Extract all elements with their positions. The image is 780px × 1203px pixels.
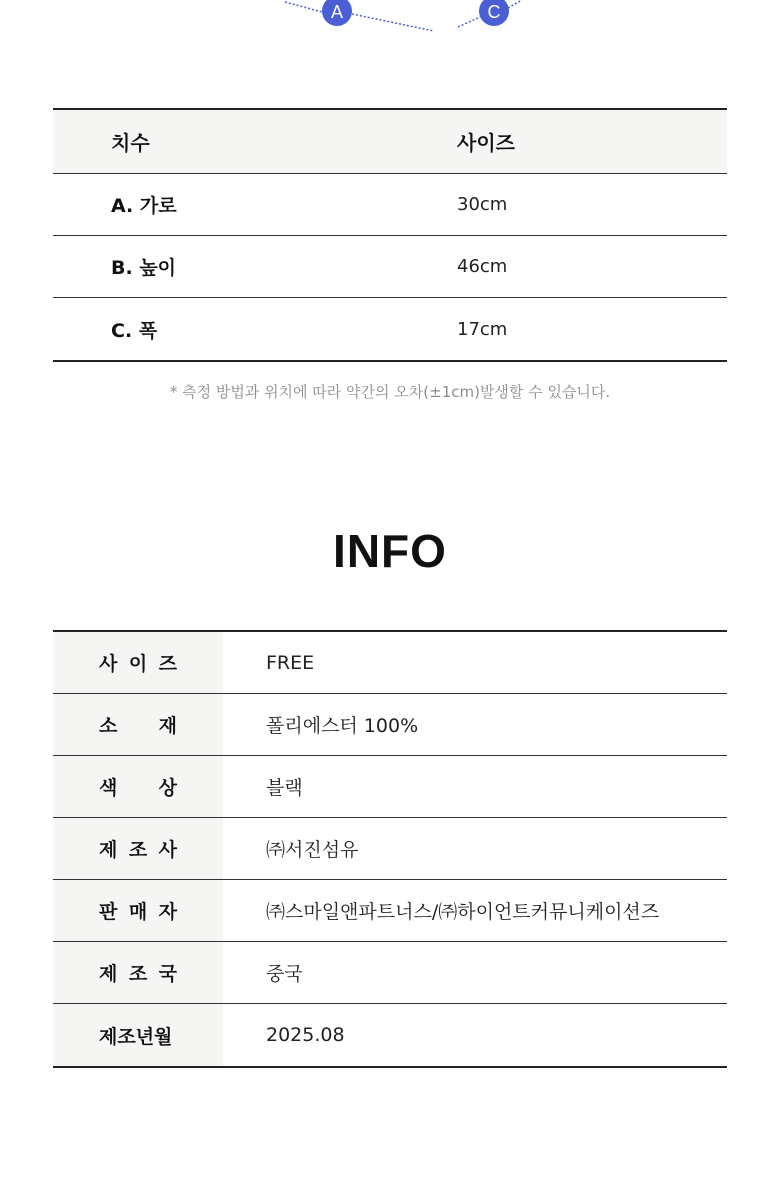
info-value: 2025.08: [266, 1024, 345, 1046]
dotted-guide-line: [458, 16, 482, 27]
info-row-material: [53, 694, 727, 756]
info-label-char: 국: [158, 963, 177, 985]
info-label-char: 색: [99, 777, 118, 799]
info-value: 중국: [266, 963, 303, 985]
size-row-label: A. 가로: [111, 195, 177, 217]
info-row-origin: [53, 942, 727, 1004]
info-value: 블랙: [266, 777, 303, 799]
info-label-char: 소: [99, 715, 118, 737]
info-value: ㈜서진섬유: [266, 839, 359, 861]
info-label-char: 조: [128, 963, 148, 985]
size-table-header: [53, 110, 727, 174]
measurement-note: * 측정 방법과 위치에 따라 약간의 오차(±1cm)발생할 수 있습니다.: [169, 383, 611, 401]
info-row-seller: [53, 880, 727, 942]
info-label-char: 재: [158, 715, 177, 737]
dotted-guide-line: [285, 2, 322, 12]
dotted-guide-line: [352, 14, 434, 31]
info-label: [53, 694, 223, 755]
info-label: [53, 818, 223, 879]
info-label: [53, 632, 223, 693]
info-value: FREE: [266, 651, 315, 674]
info-label-char: 상: [158, 777, 177, 799]
size-table-row: [53, 174, 727, 236]
info-label: [53, 756, 223, 817]
info-label-char: 즈: [158, 653, 177, 675]
size-row-label: C. 폭: [111, 319, 158, 342]
dotted-guide-line: [508, 0, 522, 8]
marker-a-label: A: [330, 2, 344, 22]
size-header-size: 사이즈: [457, 131, 515, 155]
size-row-label: B. 높이: [111, 257, 177, 279]
measurement-diagram: [0, 0, 780, 40]
info-label-char: 이: [128, 653, 148, 675]
info-label-char: 사: [158, 839, 177, 861]
info-label: [53, 942, 223, 1003]
info-label-char: 자: [158, 901, 177, 923]
info-label-char: 사: [99, 653, 118, 675]
info-label-char: 조: [128, 839, 148, 861]
info-label: [53, 880, 223, 941]
info-label: 제조년월: [53, 1004, 223, 1066]
info-row-size: [53, 632, 727, 694]
info-label-char: 판: [99, 901, 118, 923]
size-row-value: 46cm: [457, 256, 508, 277]
info-label-char: 매: [128, 901, 148, 923]
size-table: [53, 108, 727, 362]
info-value: ㈜스마일앤파트너스/㈜하이언트커뮤니케이션즈: [266, 901, 660, 923]
info-row-color: [53, 756, 727, 818]
info-title: INFO: [333, 525, 447, 577]
info-row-manufacture-date: [53, 1004, 727, 1066]
info-table: [53, 630, 727, 1068]
info-value: 폴리에스터 100%: [266, 715, 419, 737]
size-table-row: [53, 298, 727, 360]
info-label-char: 제: [99, 839, 118, 861]
info-row-manufacturer: [53, 818, 727, 880]
marker-c-label: C: [487, 2, 501, 22]
size-row-value: 17cm: [457, 318, 508, 340]
info-label-char: 제: [99, 963, 118, 985]
size-table-row: [53, 236, 727, 298]
size-row-value: 30cm: [457, 194, 508, 215]
size-header-dimension: 치수: [111, 131, 150, 155]
